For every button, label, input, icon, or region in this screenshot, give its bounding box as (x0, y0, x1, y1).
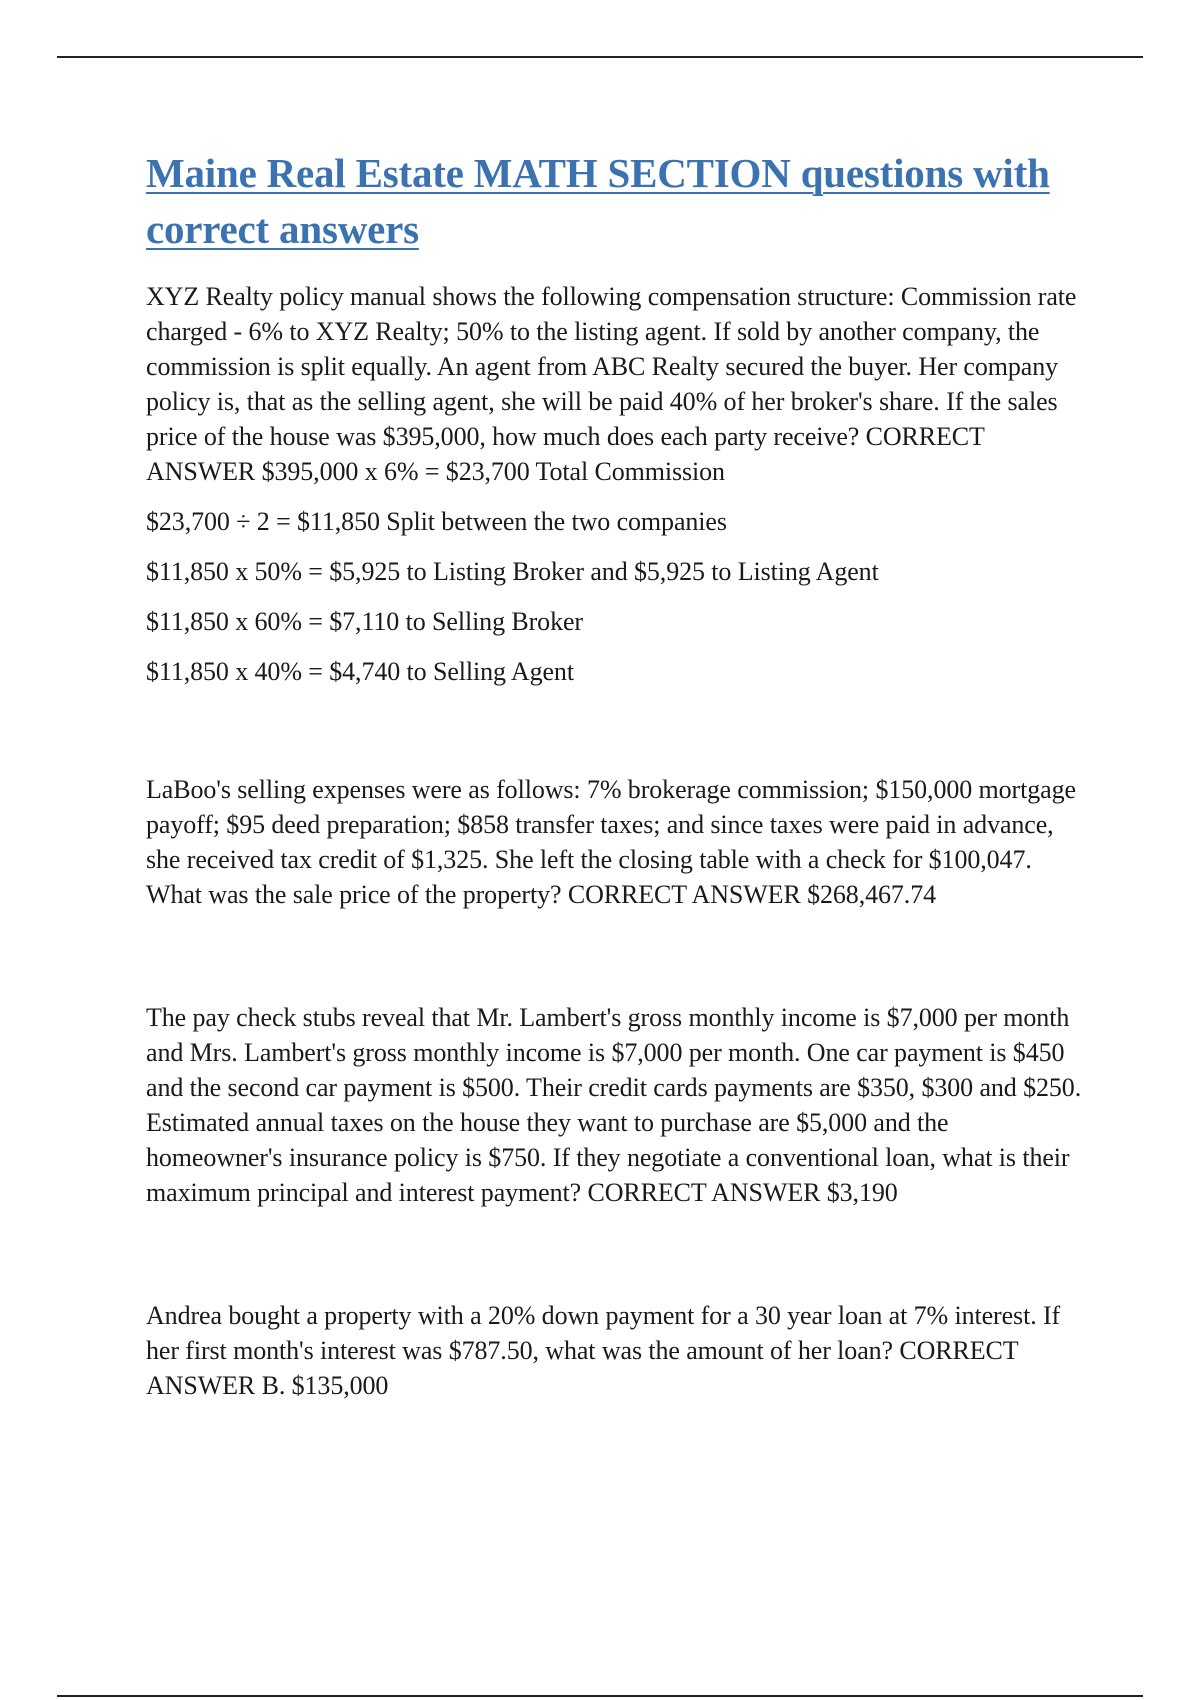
question-block (146, 772, 1091, 912)
question-text: LaBoo's selling expenses were as follows: 7% brokerage commission; $150,000 mortgage payoff; $95 deed preparation; $858 transfer taxes; and since taxes were paid in advance, she received tax credit of $1,325. She left the closing table with a check for $100,047. What was the sale price of the property? CORRECT ANSWER $268,467.74 (146, 775, 1076, 909)
question-block (146, 1298, 1091, 1403)
header-rule (57, 56, 1143, 58)
document-body (146, 145, 1091, 1403)
footer-rule (57, 1695, 1143, 1697)
question-block (146, 1000, 1091, 1210)
question-text: XYZ Realty policy manual shows the following compensation structure: Commission rate charged - 6% to XYZ Realty; 50% to the listing agent. If sold by another company, the commission is split equally. An agent from ABC Realty secured the buyer. Her company policy is, that as the selling agent, she will be paid 40% of her broker's share. If the sales price of the house was $395,000, how much does each party receive? CORRECT ANSWER $395,000 x 6% = $23,700 Total Commission (146, 282, 1077, 486)
calculation-line: $11,850 x 50% = $5,925 to Listing Broker and $5,925 to Listing Agent (146, 557, 879, 586)
document-title[interactable]: Maine Real Estate MATH SECTION questions with correct answers (146, 150, 1050, 252)
question-text: The pay check stubs reveal that Mr. Lambert's gross monthly income is $7,000 per month and Mrs. Lambert's gross monthly income is $7,000 per month. One car payment is $450 and the second car payment is $500. Their credit cards payments are $350, $300 and $250. Estimated annual taxes on the house they want to purchase are $5,000 and the homeowner's insurance policy is $750. If they negotiate a conventional loan, what is their maximum principal and interest payment? CORRECT ANSWER $3,190 (146, 1003, 1082, 1207)
calculation-line: $11,850 x 60% = $7,110 to Selling Broker (146, 607, 583, 636)
question-block (146, 279, 1091, 689)
calculation-line: $23,700 ÷ 2 = $11,850 Split between the two companies (146, 507, 727, 536)
question-text: Andrea bought a property with a 20% down payment for a 30 year loan at 7% interest. If her first month's interest was $787.50, what was the amount of her loan? CORRECT ANSWER B. $135,000 (146, 1301, 1061, 1400)
calculation-line: $11,850 x 40% = $4,740 to Selling Agent (146, 657, 574, 686)
